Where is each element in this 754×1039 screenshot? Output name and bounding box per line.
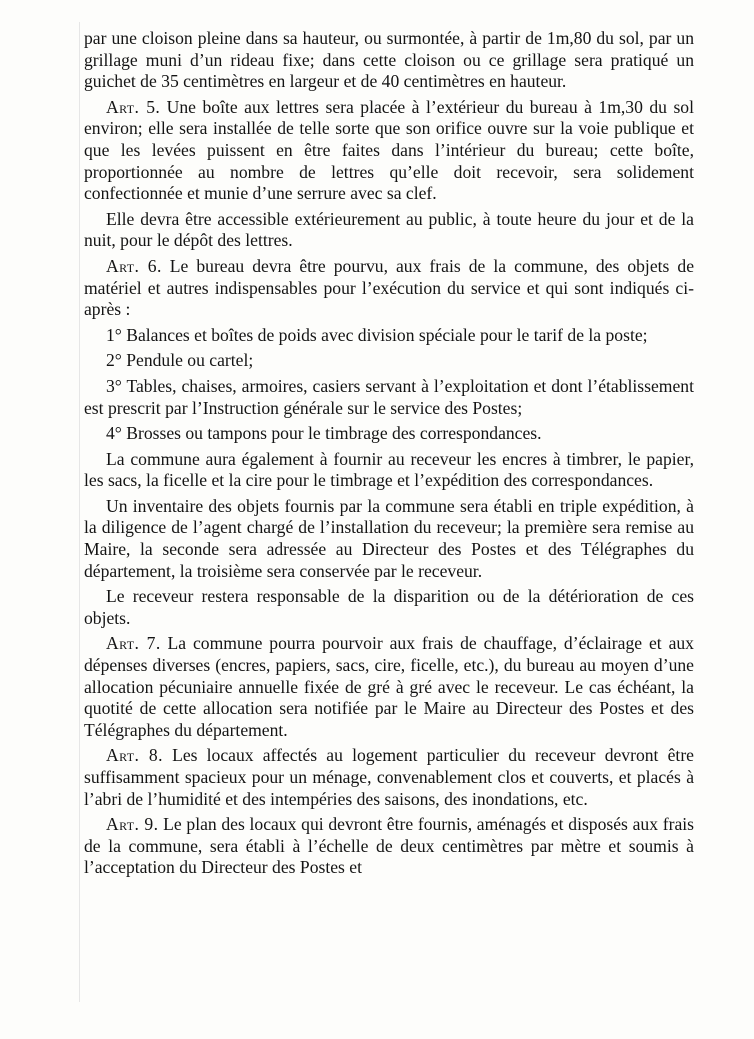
paragraph-p7 (84, 423, 694, 445)
paragraph-p3 (84, 256, 694, 321)
paragraph-p0 (84, 28, 694, 93)
paragraph-text: La commune aura également à fournir au receveur les encres à timbrer, le papier, les sacs, la ficelle et la cire pour le timbrage et l’expédition des correspondances. (84, 448, 694, 491)
paragraph-p5 (84, 350, 694, 372)
paragraph-text: 4° Brosses ou tampons pour le timbrage des correspondances. (106, 423, 542, 444)
paragraph-p8 (84, 449, 694, 492)
paragraph-p4 (84, 325, 694, 347)
paragraph-text: Un inventaire des objets fournis par la commune sera établi en triple expédition, à la diligence de l’agent chargé de l’installation du receveur; la première sera remise au Maire, la seconde sera adressée au Directeur des Postes et des Télégraphes du département, la troisième sera conservée par le receveur. (84, 495, 694, 581)
paragraph-text: 2° Pendule ou cartel; (106, 350, 254, 371)
paragraph-p2 (84, 209, 694, 252)
paragraph-text: Le plan des locaux qui devront être fournis, aménagés et disposés aux frais de la commune, sera établi à l’échelle de deux centimètres par mètre et soumis à l’acceptation du Directeur des Postes et (84, 814, 694, 878)
article-label: Art. 7. (106, 633, 161, 654)
paragraph-text: 3° Tables, chaises, armoires, casiers servant à l’exploitation et dont l’établissement est prescrit par l’Instruction générale sur le service des Postes; (84, 375, 694, 418)
paragraph-p13 (84, 814, 694, 879)
paragraph-p11 (84, 633, 694, 741)
paragraph-text: Le receveur restera responsable de la disparition ou de la détérioration de ces objets. (84, 586, 694, 628)
page-fold-shadow (79, 22, 80, 1002)
paragraph-p1 (84, 97, 694, 205)
paragraph-text: par une cloison pleine dans sa hauteur, ou surmontée, à partir de 1m,80 du sol, par un grillage muni d’un rideau fixe; dans cette cloison ou ce grillage sera pratiqué un guichet de 35 centimètres en largeur et de 40 centimètres en hauteur. (84, 28, 694, 92)
paragraph-p12 (84, 745, 694, 810)
paragraph-text: Elle devra être accessible extérieurement au public, à toute heure du jour et de la nuit, pour le dépôt des lettres. (84, 208, 694, 251)
paragraph-text: 1° Balances et boîtes de poids avec division spéciale pour le tarif de la poste; (106, 324, 648, 345)
article-label: Art. 5. (106, 96, 161, 117)
paragraph-p6 (84, 376, 694, 419)
article-label: Art. 9. (106, 814, 159, 835)
body-text (84, 28, 694, 883)
article-label: Art. 6. (106, 255, 162, 276)
paragraph-p9 (84, 496, 694, 582)
paragraph-text: Le bureau devra être pourvu, aux frais de la commune, des objets de matériel et autres indispensables pour l’exécution du service et qui sont indiqués ci-après : (84, 255, 694, 320)
paragraph-text: Les locaux affectés au logement particulier du receveur devront être suffisamment spacieux pour un ménage, convenablement clos et couverts, et placés à l’abri de l’humidité et des intempéries des saisons, des inondations, etc. (84, 745, 694, 809)
article-label: Art. 8. (106, 745, 163, 766)
paragraph-text: La commune pourra pourvoir aux frais de chauffage, d’éclairage et aux dépenses diverses (encres, papiers, sacs, cire, ficelle, etc.), du bureau au moyen d’une allocation pécuniaire annuelle fixée de gré à gré avec le receveur. Le cas échéant, la quotité de cette allocation sera notifiée par le Maire au Directeur des Postes et des Télégraphes du département. (84, 633, 694, 740)
paragraph-text: Une boîte aux lettres sera placée à l’extérieur du bureau à 1m,30 du sol environ; elle sera installée de telle sorte que son orifice ouvre sur la voie publique et que les levées puissent en être faites dans l’intérieur du bureau; cette boîte, proportionnée au nombre de lettres qu’elle doit recevoir, sera solidement confectionnée et munie d’une serrure avec sa clef. (84, 96, 694, 204)
paragraph-p10 (84, 586, 694, 629)
